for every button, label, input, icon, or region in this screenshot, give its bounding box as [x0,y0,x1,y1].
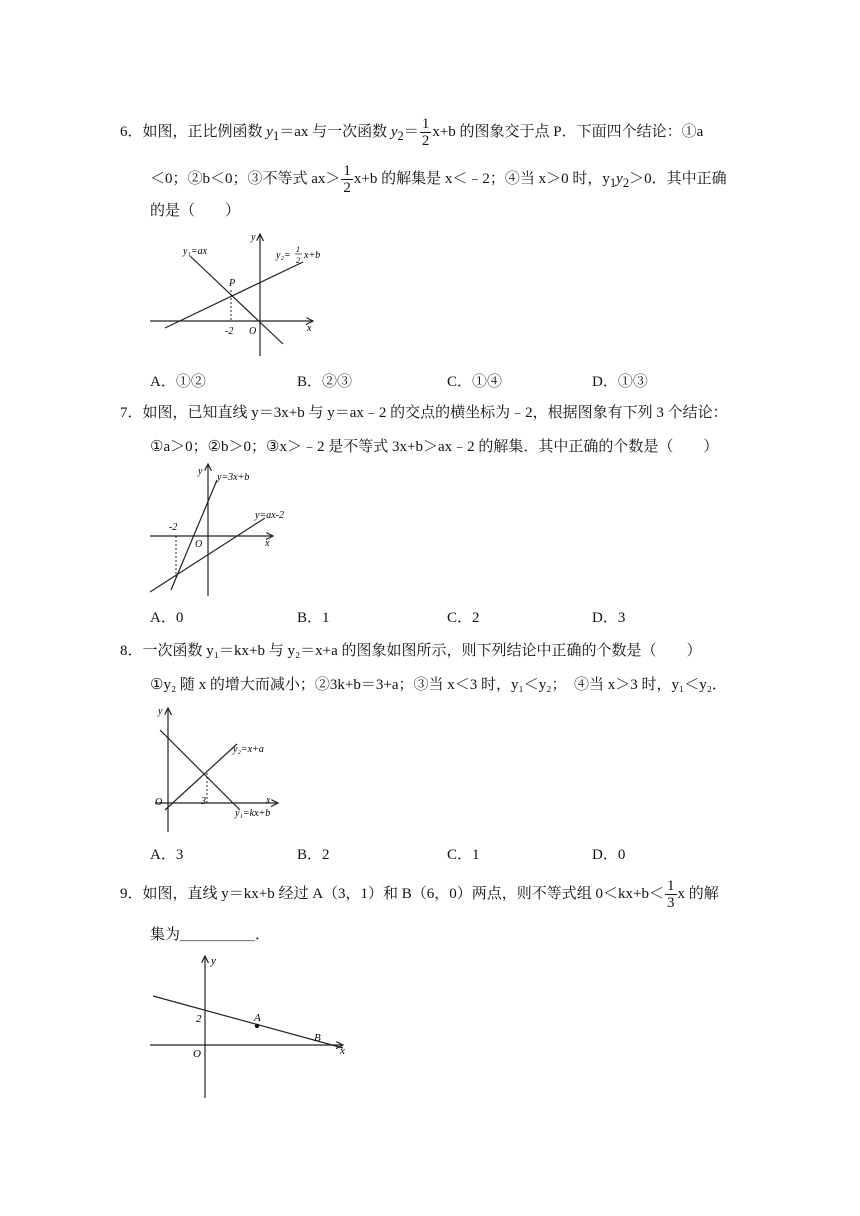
choice-letter: A． [150,374,176,390]
choice-text: 0 [175,610,184,626]
label-x: x [266,795,271,806]
q6-text: 如图，正比例函数 [142,123,267,140]
frac-num: 1 [667,878,675,894]
label-x: x [340,1045,345,1057]
label-yaxis: y [211,955,216,967]
q9-figure [145,950,365,1100]
label-3: 3 [201,796,206,807]
q6-text: y [616,170,623,187]
q6-text: 2 [397,128,404,143]
q9-text: 9．如图，直线 y＝kx+b 经过 A（3，1）和 B（6，0）两点，则不等式组 0＜kx+b＜ [120,885,665,902]
choice-letter: C． [447,847,473,863]
q7-line-2: ①a＞0；②b＞0；③x＞﹣2 是不等式 3x+b＞ax﹣2 的解集．其中正确的个数是（ ） [150,439,719,455]
q6-line-1 [120,116,703,149]
choice-text: ①③ [617,374,648,390]
label-b: B [314,1032,321,1044]
q6-text: y [390,123,398,140]
label-x: x [265,538,270,549]
q6-line-3: 的是（ ） [150,203,241,219]
q8-line-2: ①y₂ 随 x 的增大而减小；②3k+b＝3+a；③当 x＜3 时，y₁＜y₂； ④当 x＞3 时，y₁＜y₂． [150,677,727,693]
label-yaxis: y [198,466,203,477]
label-y2b: x+b [304,250,321,261]
choice-a[interactable] [150,370,206,391]
label-2: 2 [196,1013,202,1025]
frac-den: 3 [667,895,675,911]
fraction-third [665,878,677,911]
choice-letter: B． [297,374,323,390]
label-y1: y₁=ax [183,246,208,257]
choice-c[interactable] [447,606,480,627]
choice-text: ②③ [322,374,353,390]
choice-letter: B． [297,847,323,863]
choice-c[interactable] [447,843,480,864]
fraction-half [420,116,432,149]
q9-line-1 [120,878,719,911]
choice-c[interactable] [447,370,502,391]
choice-letter: A． [150,610,176,626]
choice-letter: A． [150,847,176,863]
choice-a[interactable] [150,606,183,627]
choice-text: 3 [175,847,184,863]
choice-letter: D． [592,610,618,626]
choice-text: ①② [175,374,206,390]
label-l1: y₁=kx+b [235,808,271,819]
q6-text: x+b 的图象交于点 P．下面四个结论：①a [432,123,704,140]
label-frac-den: 2 [296,256,300,265]
label-origin: O [155,797,163,808]
choice-text: 3 [617,610,626,626]
q6-text: y [266,123,273,140]
choice-text: 2 [322,847,330,863]
choice-letter: C． [447,374,473,390]
label-l1: y=3x+b [217,472,250,483]
q7-figure [145,460,295,600]
point-a [255,1024,259,1028]
choice-letter: B． [297,610,323,626]
label-origin: O [195,539,203,550]
q6-number: 6． [120,123,143,140]
choice-text: 0 [617,847,626,863]
q6-text: ＞0．其中正确 [629,170,727,187]
choice-text: 2 [472,610,480,626]
label-origin: O [249,326,257,337]
label-p: P [229,278,236,289]
line-y1 [160,730,240,810]
label-l2: y=ax-2 [255,510,284,521]
line-y2 [165,262,303,328]
choice-a[interactable] [150,843,183,864]
q9-text: x 的解 [677,885,719,902]
q6-line-2 [150,163,727,196]
q7-choices [150,606,750,628]
label-yaxis: y [251,232,256,243]
choice-b[interactable] [297,606,330,627]
choice-letter: C． [447,610,473,626]
label-a: A [254,1012,261,1024]
q6-text: ＜0；②b＜0；③不等式 ax＞ [150,170,341,187]
label-m2: -2 [225,326,234,337]
choice-text: ①④ [472,374,503,390]
frac-den: 2 [343,180,351,196]
q7-line-1: 7．如图，已知直线 y＝3x+b 与 y＝ax﹣2 的交点的横坐标为﹣2，根据图象有下列 3 个结论： [120,405,728,421]
choice-d[interactable] [592,843,625,864]
q6-text: ＝ax 与一次函数 [279,123,391,140]
choice-d[interactable] [592,370,648,391]
q6-text: 1 [272,128,280,143]
choice-text: 1 [472,847,480,863]
fraction-half [341,163,353,196]
label-frac-num: 1 [296,245,300,254]
label-x: x [307,323,312,334]
q6-text: 1 [609,175,617,190]
choice-b[interactable] [297,843,330,864]
label-yaxis: y [158,706,163,717]
q6-text: x+b 的解集是 x＜﹣2；④当 x＞0 时，y [353,170,610,187]
choice-d[interactable] [592,606,625,627]
line-y1 [190,256,283,344]
frac-num: 1 [421,116,430,132]
frac-den: 2 [421,133,430,149]
choice-letter: D． [592,847,618,863]
q8-choices [150,843,750,865]
q6-figure [145,228,345,358]
label-m2: -2 [169,522,178,533]
q6-choices [150,370,750,392]
label-y2a: y₂= [276,250,291,261]
choice-text: 1 [322,610,330,626]
choice-letter: D． [592,374,618,390]
q6-text: ＝ [403,123,419,140]
q8-figure [145,700,295,835]
q6-text: 2 [622,175,630,190]
q9-line-2: 集为＿＿＿＿＿． [150,927,271,943]
label-origin: O [193,1048,201,1060]
q8-line-1: 8．一次函数 y₁＝kx+b 与 y₂＝x+a 的图象如图所示，则下列结论中正确的个数是（ ） [120,643,702,659]
label-l2: y₂=x+a [233,744,264,755]
frac-num: 1 [343,163,351,179]
choice-b[interactable] [297,370,352,391]
